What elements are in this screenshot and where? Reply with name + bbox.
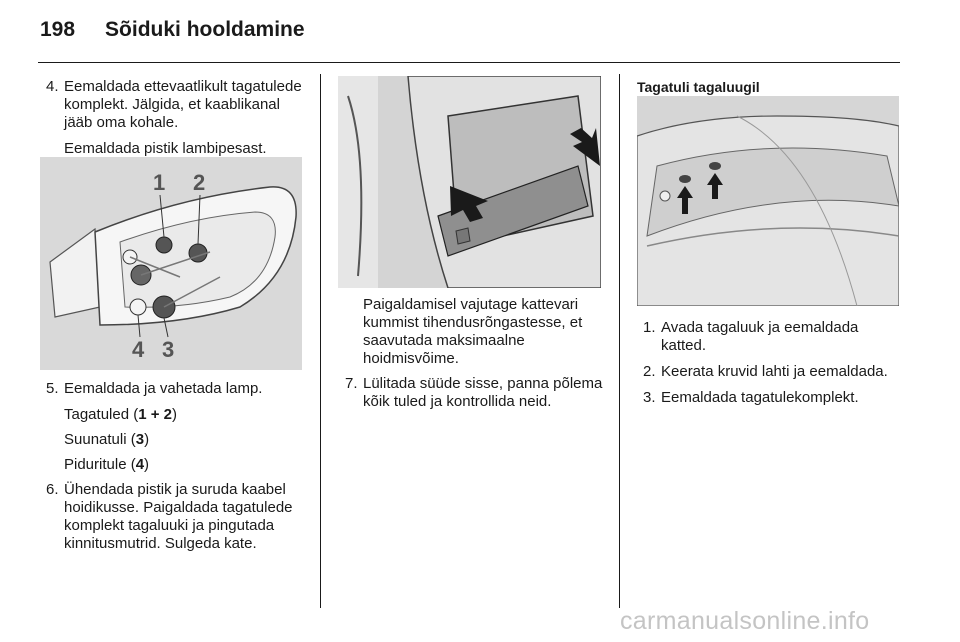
label: Tagatuled (	[64, 406, 139, 423]
label-end: )	[172, 406, 177, 423]
step-2	[637, 363, 902, 381]
column-3	[637, 319, 902, 415]
step-number: 6.	[46, 481, 59, 498]
label-end: )	[144, 456, 150, 473]
step-4-sub: Eemaldada pistik lambipesast.	[64, 140, 267, 157]
label-end: )	[144, 431, 150, 448]
label: Piduritule (	[64, 456, 136, 473]
step-number: 3.	[643, 389, 656, 406]
page-header	[40, 18, 305, 42]
step-number: 2.	[643, 363, 656, 380]
brake-light-line	[40, 456, 308, 474]
column-divider-1	[320, 74, 321, 608]
page-title: Sõiduki hooldamine	[105, 18, 305, 41]
liftgate-figure	[637, 96, 899, 306]
column-divider-2	[619, 74, 620, 608]
page-number: 198	[40, 18, 76, 41]
trim-cover-illustration	[338, 76, 601, 288]
step-5	[40, 380, 308, 398]
column-2	[339, 296, 609, 419]
callout-1: 1	[153, 170, 166, 195]
watermark-text: carmanualsonline.info	[620, 607, 870, 635]
column-1-lower	[40, 380, 308, 561]
step-text: Eemaldada ettevaatlikult tagatulede komplekt. Jälgida, et kaablikanal jääb oma kohale.	[64, 78, 302, 131]
callout-3: 3	[162, 337, 175, 362]
step-text: Eemaldada tagatulekomplekt.	[661, 389, 859, 406]
step-number: 4.	[46, 78, 59, 95]
label: Suunatuli (	[64, 431, 136, 448]
header-rule	[38, 62, 900, 63]
step-text: Lülitada süüde sisse, panna põlema kõik tuled ja kontrollida neid.	[363, 375, 603, 410]
step-number: 1.	[643, 319, 656, 336]
step-1	[637, 319, 902, 355]
tail-light-figure	[40, 157, 302, 370]
turn-signal-line	[40, 431, 308, 449]
callout-4: 4	[132, 337, 145, 362]
column-3-title	[637, 78, 902, 96]
step-text: Avada tagaluuk ja eemaldada katted.	[661, 319, 859, 354]
step-text: Eemaldada ja vahetada lamp.	[64, 380, 263, 397]
step-text: Ühendada pistik ja suruda kaabel hoidikusse. Paigaldada tagatulede komplekt tagaluuki ja pingutada kinnitusmutrid. Sulgeda kate.	[64, 481, 293, 552]
step-number: 7.	[345, 375, 358, 392]
step-number: 5.	[46, 380, 59, 397]
bulb-ref: 3	[135, 431, 145, 448]
tail-lights-line	[40, 406, 308, 424]
trim-cover-figure	[338, 76, 601, 288]
step-4	[40, 78, 308, 132]
section-title: Tagatuli tagaluugil	[637, 79, 760, 95]
liftgate-illustration	[637, 96, 899, 306]
step-7	[339, 375, 609, 411]
step-6	[40, 481, 308, 553]
step-text: Keerata kruvid lahti ja eemaldada.	[661, 363, 888, 380]
bulb-ref: 4	[135, 456, 145, 473]
bulb-ref: 1 + 2	[138, 406, 172, 423]
column-1	[40, 78, 308, 165]
tail-light-illustration	[40, 157, 302, 370]
callout-2: 2	[193, 170, 206, 195]
figure-caption: Paigaldamisel vajutage kattevari kummist tihendusrõngastesse, et saavutada maksimaalne hoidmisvõime.	[363, 296, 583, 367]
step-3	[637, 389, 902, 407]
